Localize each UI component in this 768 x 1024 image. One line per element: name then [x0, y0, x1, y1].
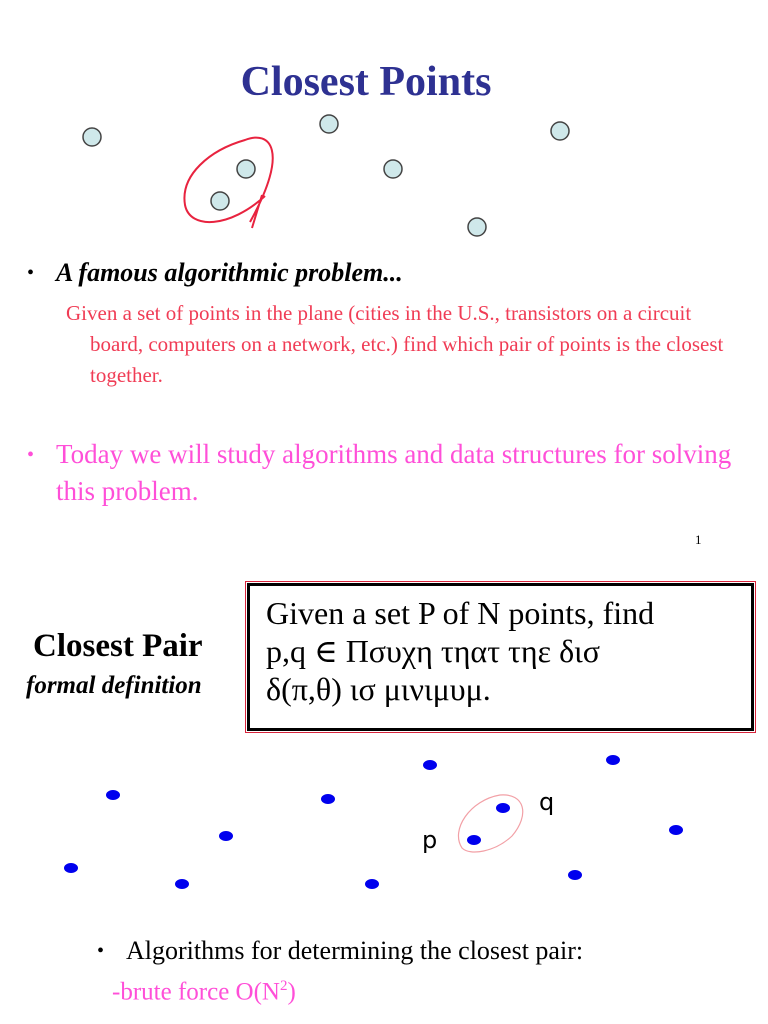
- point: [83, 128, 101, 146]
- bullet-marker: •: [97, 940, 105, 962]
- slide1-points: [83, 115, 569, 236]
- point: [175, 879, 189, 889]
- point: [365, 879, 379, 889]
- page-number: 1: [695, 532, 702, 547]
- point-p: [467, 835, 481, 845]
- point: [237, 160, 255, 178]
- point: [423, 760, 437, 770]
- point: [321, 794, 335, 804]
- point-q: [496, 803, 510, 813]
- sub-bullet-text: -brute force O(N: [112, 978, 280, 1006]
- bullet-marker: •: [27, 444, 35, 466]
- pair-highlight-ellipse: [458, 795, 522, 852]
- point: [219, 831, 233, 841]
- point: [568, 870, 582, 880]
- definition-line: p,q ∈ Πσυχη τηατ τηε δισ: [266, 633, 601, 669]
- point-label-p: p: [422, 826, 438, 854]
- slide-title: Closest Points: [240, 59, 492, 105]
- point: [64, 863, 78, 873]
- bullet-today: Today we will study algorithms and data structures for solving this problem.: [56, 439, 732, 506]
- point-label-q: q: [539, 788, 555, 816]
- point: [384, 160, 402, 178]
- bullet-marker: •: [27, 262, 35, 284]
- sub-bullet-close: ): [287, 978, 296, 1006]
- definition-box: [247, 583, 754, 731]
- point: [211, 192, 229, 210]
- point: [551, 122, 569, 140]
- problem-description: Given a set of points in the plane (cities in the U.S., transistors on a circuit board, computers on a network, etc.) find which pair of points is the closest together.: [66, 301, 724, 387]
- sub-bullet-brute-force: [112, 978, 296, 1006]
- hand-drawn-circle-annotation: [184, 138, 272, 228]
- bullet-algorithms: Algorithms for determining the closest pair:: [126, 936, 584, 965]
- point: [320, 115, 338, 133]
- point: [606, 755, 620, 765]
- slide2-points: [64, 755, 683, 889]
- point: [669, 825, 683, 835]
- point: [106, 790, 120, 800]
- slide2-subtitle: formal definition: [26, 672, 202, 699]
- exponent: 2: [279, 978, 288, 994]
- definition-line: Given a set P of N points, find: [266, 595, 655, 631]
- slide2-title: Closest Pair: [33, 628, 203, 664]
- bullet-heading: A famous algorithmic problem...: [56, 258, 403, 287]
- point: [468, 218, 486, 236]
- definition-line: δ(π,θ) ισ μινιμυμ.: [266, 671, 491, 707]
